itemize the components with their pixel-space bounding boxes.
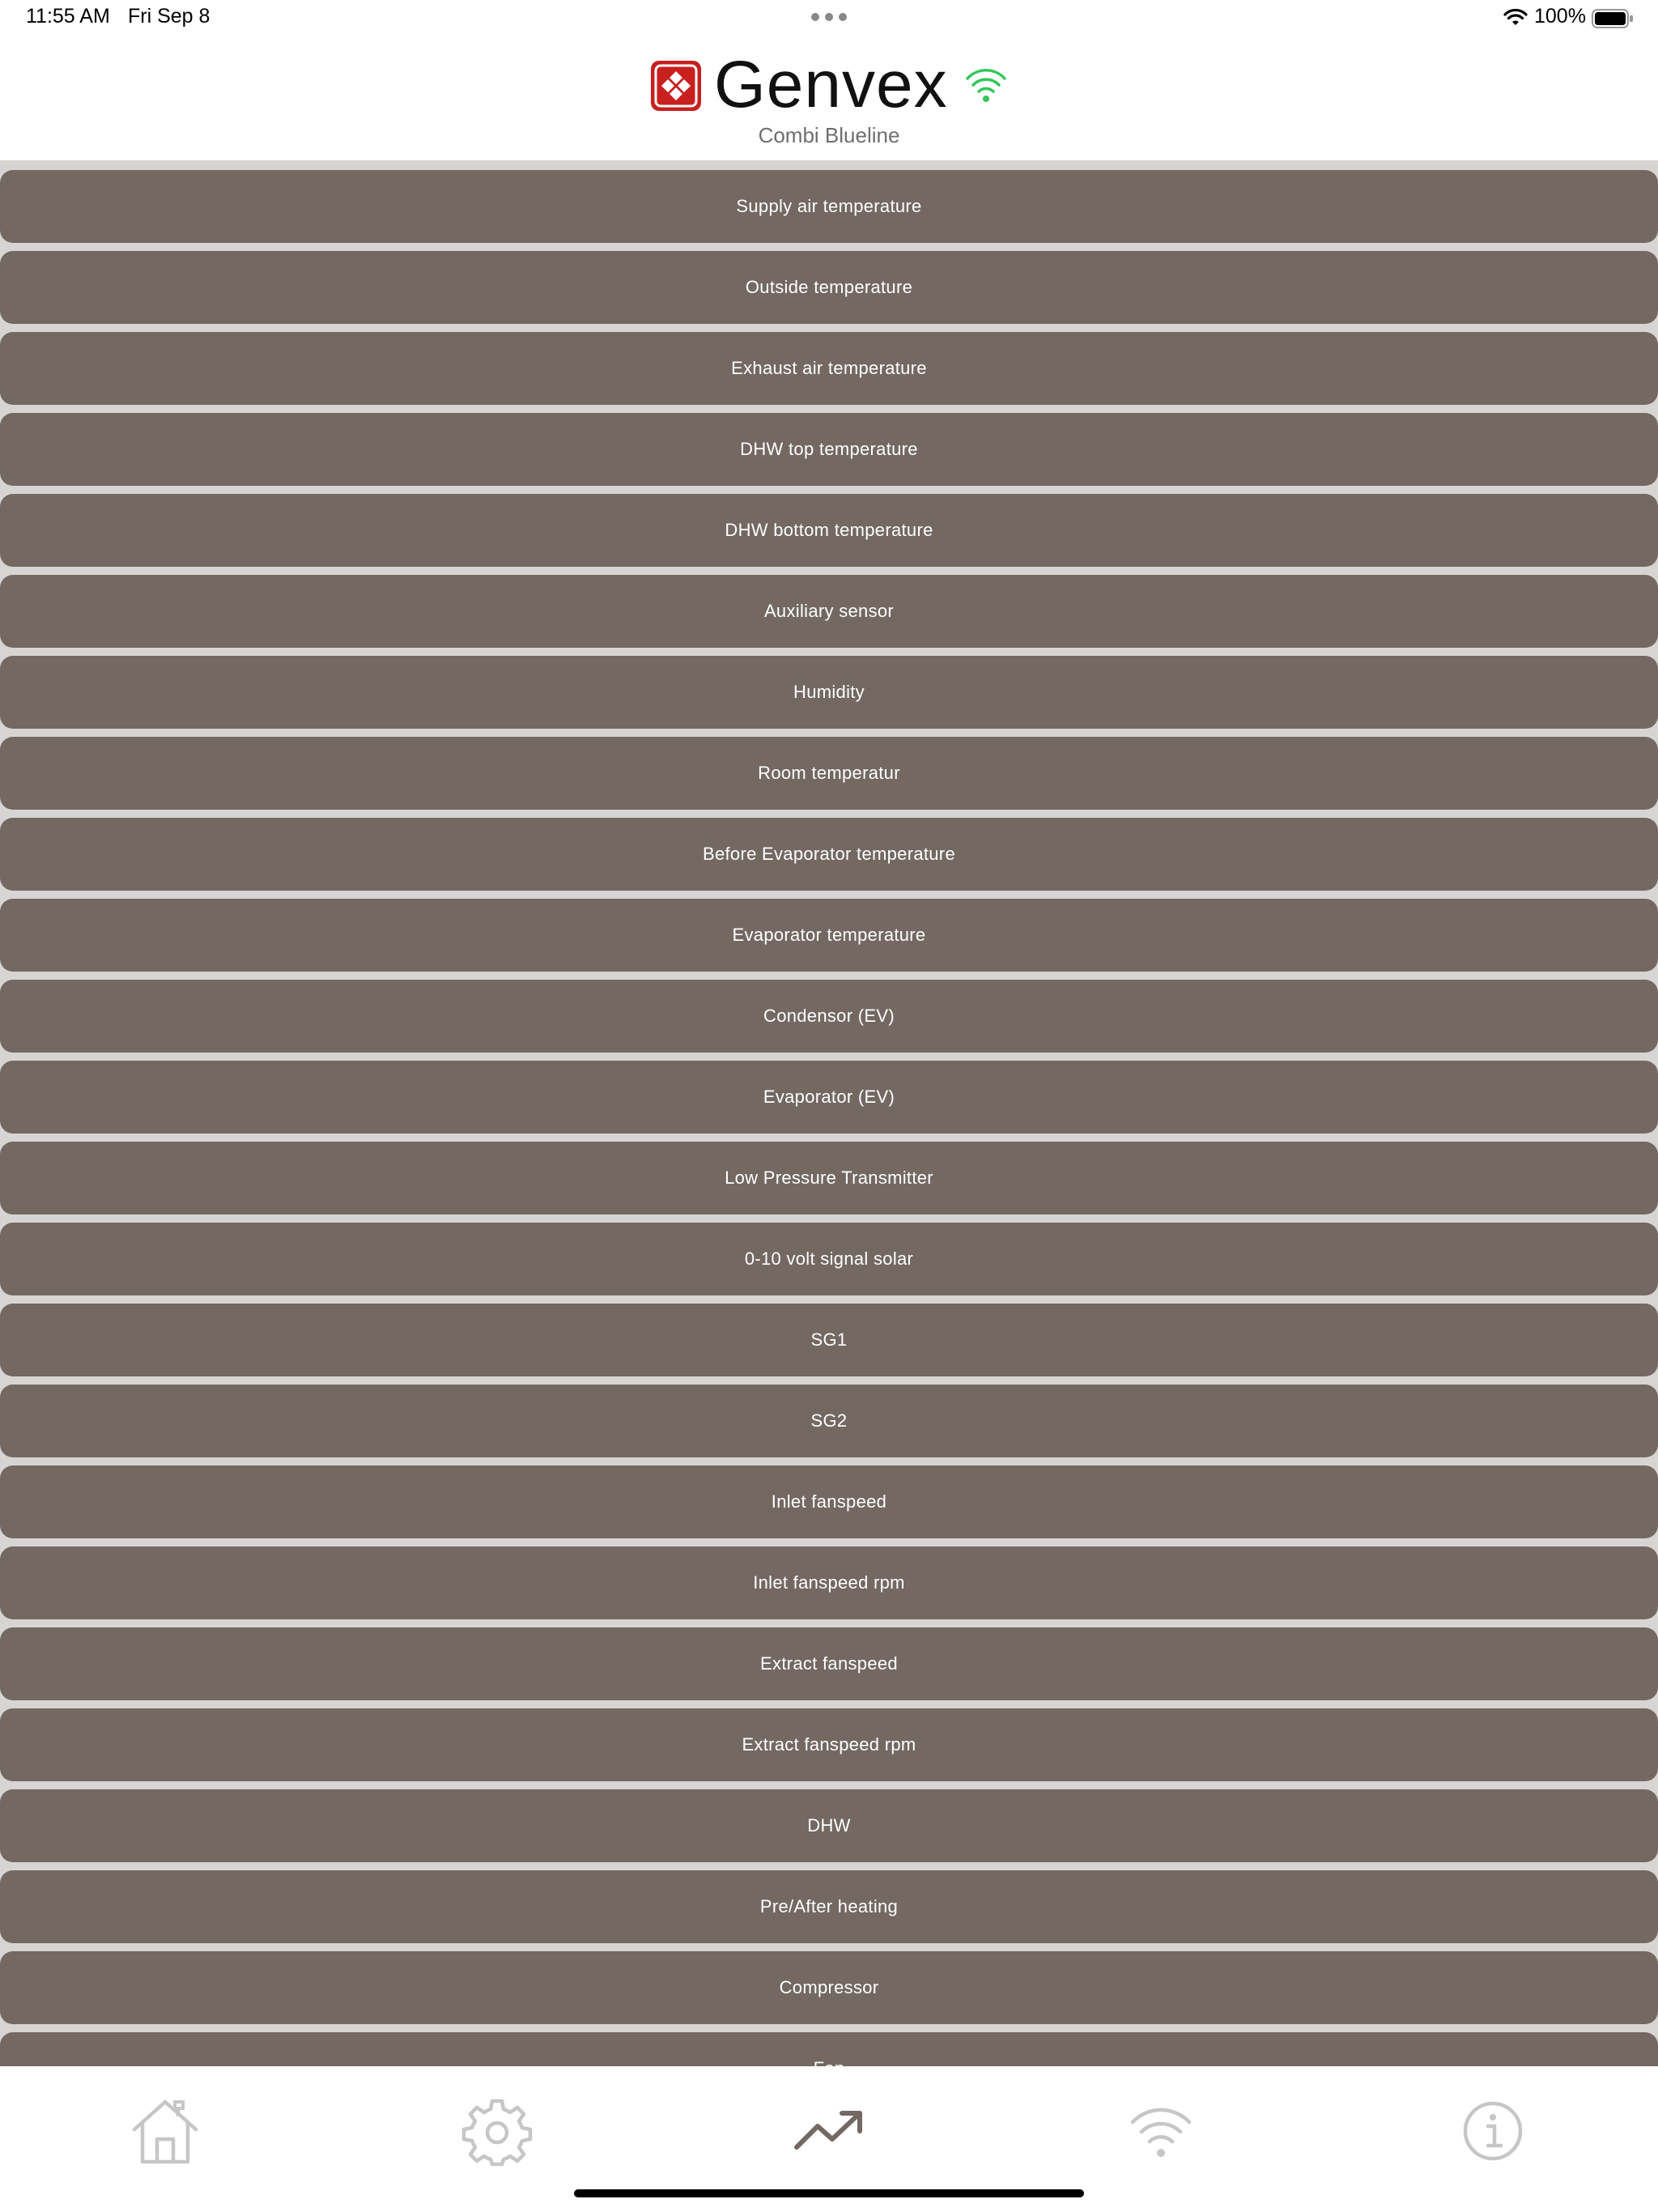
sensor-item-dhw-bottom-temperature[interactable]: DHW bottom temperature	[0, 494, 1658, 567]
sensor-item-exhaust-air-temperature[interactable]: Exhaust air temperature	[0, 332, 1658, 405]
sensor-item-extract-fanspeed[interactable]: Extract fanspeed	[0, 1627, 1658, 1700]
device-model: Combi Blueline	[758, 123, 900, 147]
sensor-item-extract-fanspeed-rpm[interactable]: Extract fanspeed rpm	[0, 1708, 1658, 1781]
sensor-item-outside-temperature[interactable]: Outside temperature	[0, 251, 1658, 324]
sensor-item-inlet-fanspeed-rpm[interactable]: Inlet fanspeed rpm	[0, 1546, 1658, 1619]
sensor-item-low-pressure-transmitter[interactable]: Low Pressure Transmitter	[0, 1142, 1658, 1214]
app-header	[0, 39, 1658, 160]
sensor-item-dhw[interactable]: DHW	[0, 1789, 1658, 1862]
sensor-item-solar-signal[interactable]: 0-10 volt signal solar	[0, 1223, 1658, 1295]
sensor-list	[0, 170, 1658, 2113]
wifi-icon	[1129, 2103, 1193, 2159]
sensor-item-compressor[interactable]: Compressor	[0, 1951, 1658, 2024]
sensor-item-room-temperature[interactable]: Room temperatur	[0, 737, 1658, 810]
sensor-item-before-evaporator-temperature[interactable]: Before Evaporator temperature	[0, 818, 1658, 891]
multitasking-dots-icon[interactable]	[811, 13, 847, 21]
tab-home[interactable]	[125, 2091, 206, 2172]
connection-wifi-icon	[965, 70, 1007, 104]
info-icon	[1460, 2099, 1525, 2163]
sensor-item-evaporator-ev[interactable]: Evaporator (EV)	[0, 1061, 1658, 1134]
brand-name: Genvex	[714, 48, 948, 121]
home-indicator[interactable]	[574, 2189, 1084, 2197]
status-wifi-icon	[1503, 8, 1528, 28]
sensor-item-supply-air-temperature[interactable]: Supply air temperature	[0, 170, 1658, 243]
sensor-item-inlet-fanspeed[interactable]: Inlet fanspeed	[0, 1465, 1658, 1538]
status-date: Fri Sep 8	[128, 5, 210, 28]
genvex-logo-icon	[650, 60, 702, 112]
sensor-item-evaporator-temperature[interactable]: Evaporator temperature	[0, 899, 1658, 972]
sensor-item-condensor-ev[interactable]: Condensor (EV)	[0, 980, 1658, 1053]
tab-connection[interactable]	[1120, 2091, 1201, 2172]
sensor-item-dhw-top-temperature[interactable]: DHW top temperature	[0, 413, 1658, 486]
battery-percent: 100%	[1534, 5, 1586, 28]
sensor-item-auxiliary-sensor[interactable]: Auxiliary sensor	[0, 575, 1658, 648]
status-time: 11:55 AM	[26, 5, 110, 28]
tab-settings[interactable]	[457, 2091, 538, 2172]
sensor-item-humidity[interactable]: Humidity	[0, 656, 1658, 729]
tab-trends[interactable]	[789, 2091, 869, 2172]
gear-icon	[462, 2096, 532, 2166]
sensor-list-container[interactable]	[0, 160, 1658, 2066]
home-icon	[128, 2094, 202, 2168]
sensor-item-pre-after-heating[interactable]: Pre/After heating	[0, 1870, 1658, 1943]
tab-info[interactable]	[1452, 2091, 1533, 2172]
tab-bar	[0, 2066, 1658, 2212]
sensor-item-sg1[interactable]: SG1	[0, 1304, 1658, 1376]
trend-icon	[792, 2107, 866, 2155]
status-bar	[0, 0, 1658, 39]
sensor-item-sg2[interactable]: SG2	[0, 1385, 1658, 1457]
battery-icon	[1592, 9, 1634, 28]
